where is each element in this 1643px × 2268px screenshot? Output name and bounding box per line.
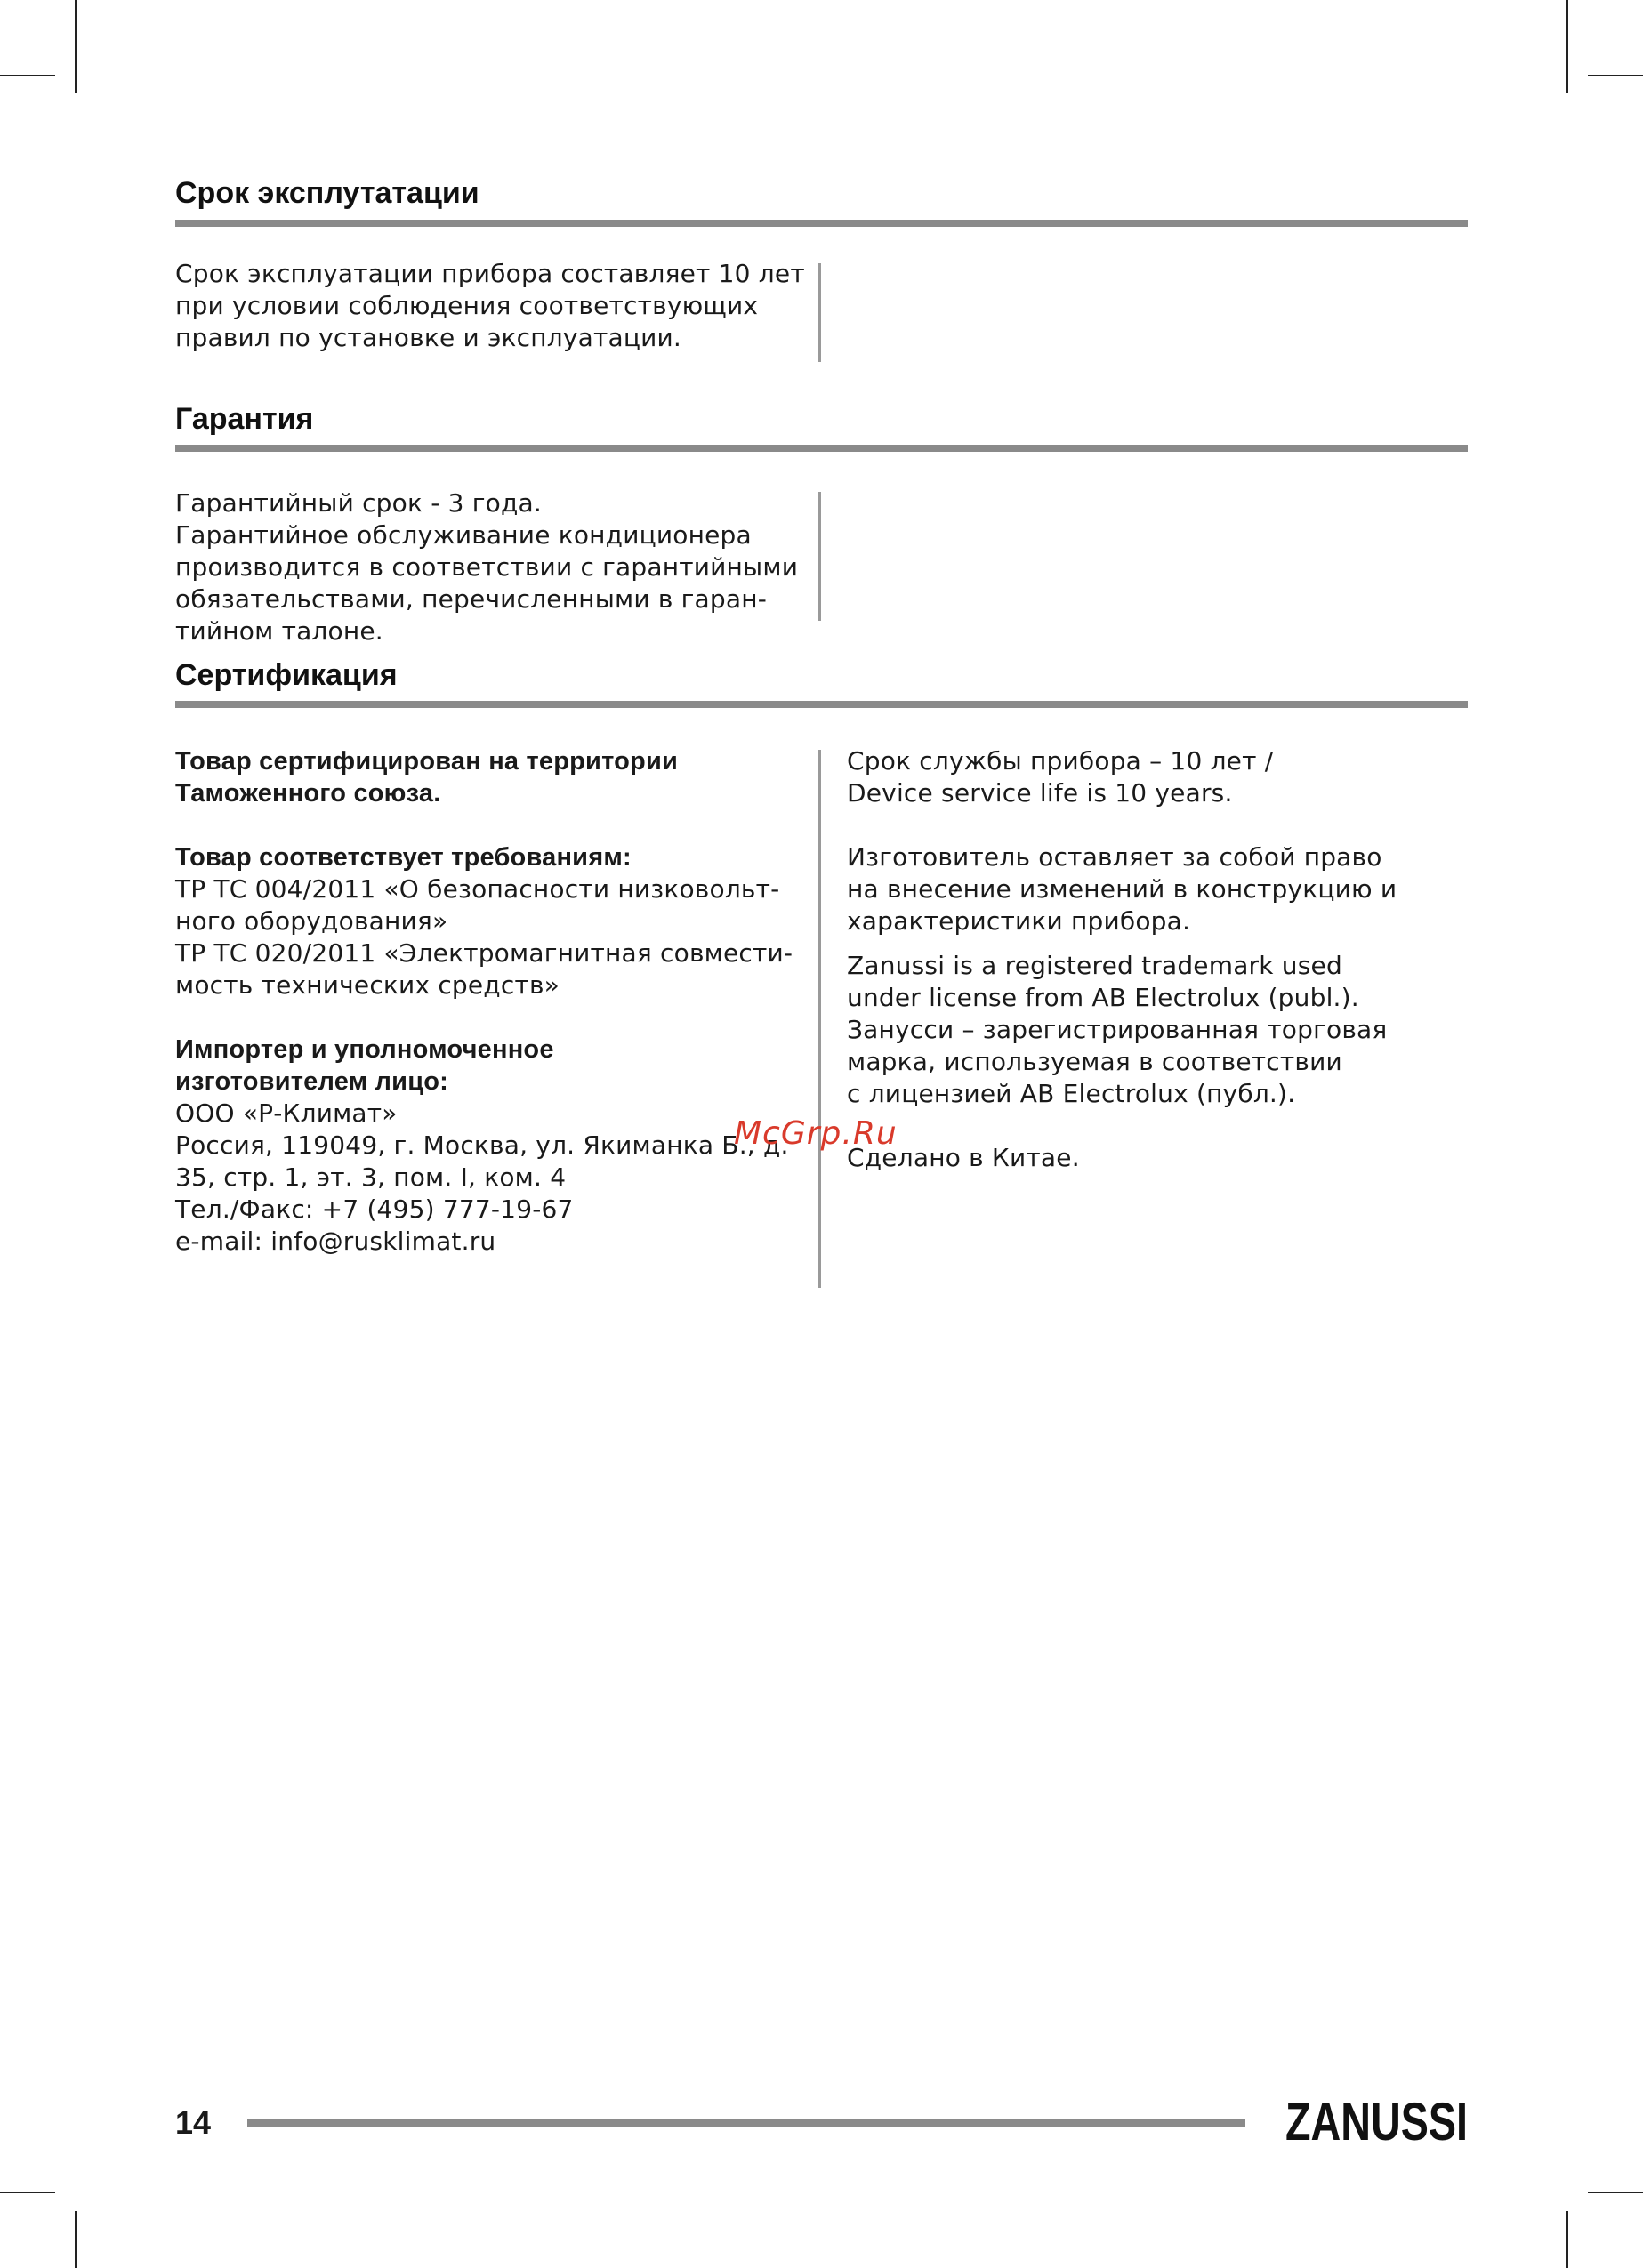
importer-email: e-mail: info@rusklimat.ru [175,1226,496,1256]
trademark-line: марка, используемая в соответствии [847,1047,1342,1076]
zanussi-logo [1285,2092,1468,2151]
certification-right-column [847,745,1470,1174]
requirement-line: мость технических средств» [175,970,560,1000]
spacer [175,1001,802,1033]
requirements-heading: Товар соответствует требованиям: [175,843,632,872]
origin-line: Сделано в Китае. [847,1143,1080,1172]
importer-heading: изготовителем лицо: [175,1067,448,1096]
crop-mark-tl-v [75,0,77,93]
service-life-rule [175,220,1468,227]
spacer [175,809,802,841]
certification-rule [175,701,1468,708]
text-line: производится в соответствии с гарантийными [175,552,799,582]
importer-line: ООО «Р-Климат» [175,1098,398,1128]
warranty-title: Гарантия [175,402,314,436]
manufacturer-line: характеристики прибора. [847,906,1191,936]
importer-line: Тел./Факс: +7 (495) 777-19-67 [175,1194,574,1224]
footer-rule [247,2119,1245,2127]
spacer [847,809,1470,841]
warranty-rule [175,445,1468,452]
manufacturer-line: на внесение изменений в конструкцию и [847,874,1397,904]
zanussi-logo-text: ZANUSSI [1285,2092,1468,2151]
text-line: обязательствами, перечисленными в гаран- [175,584,768,614]
importer-line: Россия, 119049, г. Москва, ул. Якиманка Б., д. [175,1130,789,1160]
crop-mark-bl-h [0,2192,55,2193]
importer-line: 35, стр. 1, эт. 3, пом. I, ком. 4 [175,1162,567,1192]
cert-statement: Таможенного союза. [175,779,441,808]
column-divider [818,263,821,362]
crop-mark-tr-v [1566,0,1568,93]
trademark-line: с лицензией AB Electrolux (публ.). [847,1079,1296,1108]
crop-mark-br-v [1566,2211,1568,2268]
trademark-line: under license from AB Electrolux (publ.). [847,983,1359,1012]
text-line: Гарантийный срок - 3 года. [175,488,542,518]
text-line: при условии соблюдения соответствующих [175,291,759,320]
requirement-line: ного оборудования» [175,906,448,936]
service-life-title: Срок эксплутатации [175,176,479,210]
trademark-line: Занусси – зарегистрированная торговая [847,1015,1388,1044]
service-life-line: Device service life is 10 years. [847,778,1233,808]
page-number: 14 [175,2104,212,2141]
certification-left-column [175,745,802,1258]
requirement-line: ТР ТС 004/2011 «О безопасности низковольт- [175,874,780,904]
service-life-line: Срок службы прибора – 10 лет / [847,746,1274,776]
requirement-line: ТР ТС 020/2011 «Электромагнитная совмести- [175,938,793,968]
cert-statement: Товар сертифицирован на территории [175,747,678,776]
spacer [847,1110,1470,1142]
text-line: тийном талоне. [175,616,383,646]
spacer [847,937,1470,950]
crop-mark-bl-v [75,2211,77,2268]
text-line: Срок эксплуатации прибора составляет 10 лет [175,259,805,288]
service-life-text [175,258,805,354]
trademark-line: Zanussi is a registered trademark used [847,951,1342,980]
column-divider [818,750,821,1288]
text-line: Гарантийное обслуживание кондиционера [175,520,752,550]
crop-mark-br-h [1588,2192,1643,2193]
text-line: правил по установке и эксплуатации. [175,323,682,352]
column-divider [818,492,821,621]
crop-mark-tl-h [0,75,55,76]
warranty-text [175,487,802,647]
crop-mark-tr-h [1588,75,1643,76]
importer-heading: Импортер и уполномоченное [175,1035,554,1064]
manufacturer-line: Изготовитель оставляет за собой право [847,842,1382,872]
watermark: McGrp.Ru [734,1115,898,1152]
certification-title: Сертификация [175,658,398,692]
